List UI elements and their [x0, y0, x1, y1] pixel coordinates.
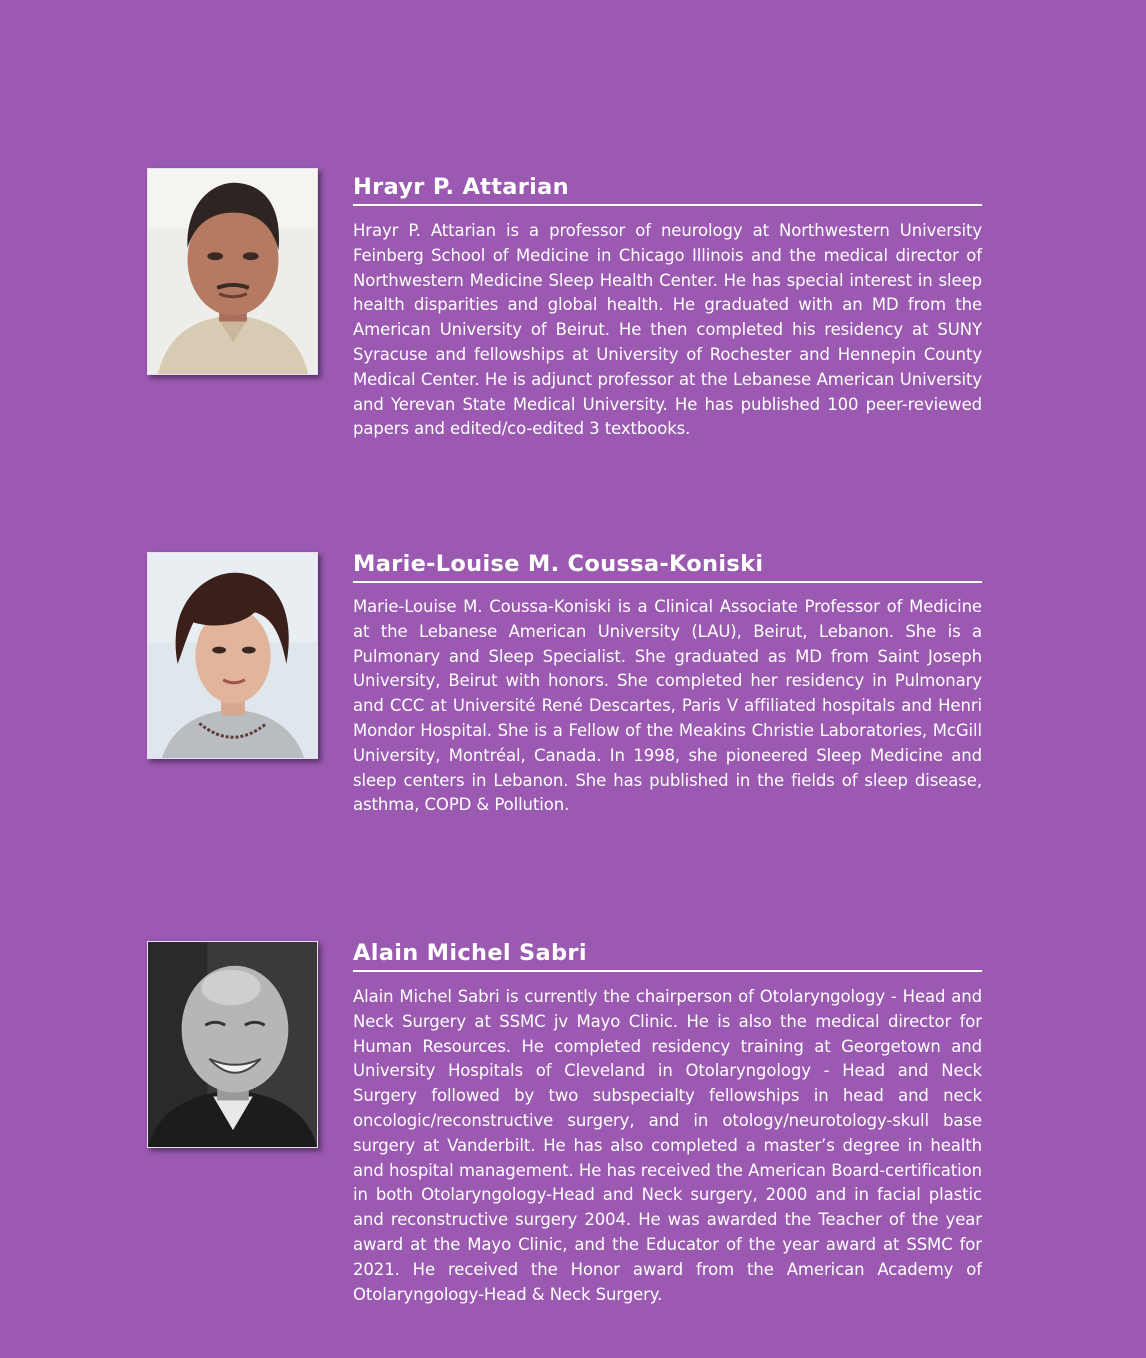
profile-name: Marie-Louise M. Coussa-Koniski	[353, 551, 764, 577]
name-underline	[353, 581, 982, 583]
profile-bio: Hrayr P. Attarian is a professor of neurology at Northwestern University Feinberg School of Medicine in Chicago Illinois and the medical director of Northwestern Medicine Sleep Health Center. He has special interest in sleep health disparities and global health. He graduated with an MD from the American University of Beirut. He then completed his residency at SUNY Syracuse and fellowships at University of Rochester and Hennepin County Medical Center. He is adjunct professor at the Lebanese American University and Yerevan State Medical University. He has published 100 peer-reviewed papers and edited/co-edited 3 textbooks.	[353, 221, 982, 439]
portrait-photo-alain-michel-sabri	[147, 941, 318, 1148]
portrait-icon	[148, 553, 317, 758]
profile-name: Alain Michel Sabri	[353, 940, 587, 966]
portrait-photo-marie-louise-coussa-koniski	[147, 552, 318, 759]
name-underline	[353, 204, 982, 206]
portrait-icon	[148, 169, 317, 374]
name-underline	[353, 970, 982, 972]
profile-bio: Marie-Louise M. Coussa-Koniski is a Clinical Associate Professor of Medicine at the Lebanese American University (LAU), Beirut, Lebanon. She is a Pulmonary and Sleep Specialist. She graduated as MD from Saint Joseph University, Beirut with honors. She completed her residency in Pulmonary and CCC at Université René Descartes, Paris V affiliated hospitals and Henri Mondor Hospital. She is a Fellow of the Meakins Christie Laboratories, McGill University, Montréal, Canada. In 1998, she pioneered Sleep Medicine and sleep centers in Lebanon. She has published in the fields of sleep disease, asthma, COPD & Pollution.	[353, 597, 982, 815]
profile-name: Hrayr P. Attarian	[353, 174, 569, 200]
portrait-photo-hrayr-attarian	[147, 168, 318, 375]
profile-bio: Alain Michel Sabri is currently the chairperson of Otolaryngology - Head and Neck Surgery at SSMC jv Mayo Clinic. He is also the medical director for Human Resources. He completed residency training at Georgetown and University Hospitals of Cleveland in Otolaryngology - Head and Neck Surgery followed by two subspecialty fellowships in head and neck oncologic/reconstructive surgery, and in otology/neurotology-skull base surgery at Vanderbilt. He has also completed a master’s degree in health and hospital management. He has received the American Board-certification in both Otolaryngology-Head and Neck surgery, 2000 and in facial plastic and reconstructive surgery 2004. He was awarded the Teacher of the year award at the Mayo Clinic, and the Educator of the year award at SSMC for 2021. He received the Honor award from the American Academy of Otolaryngology-Head & Neck Surgery.	[353, 987, 982, 1304]
portrait-icon	[148, 942, 317, 1147]
